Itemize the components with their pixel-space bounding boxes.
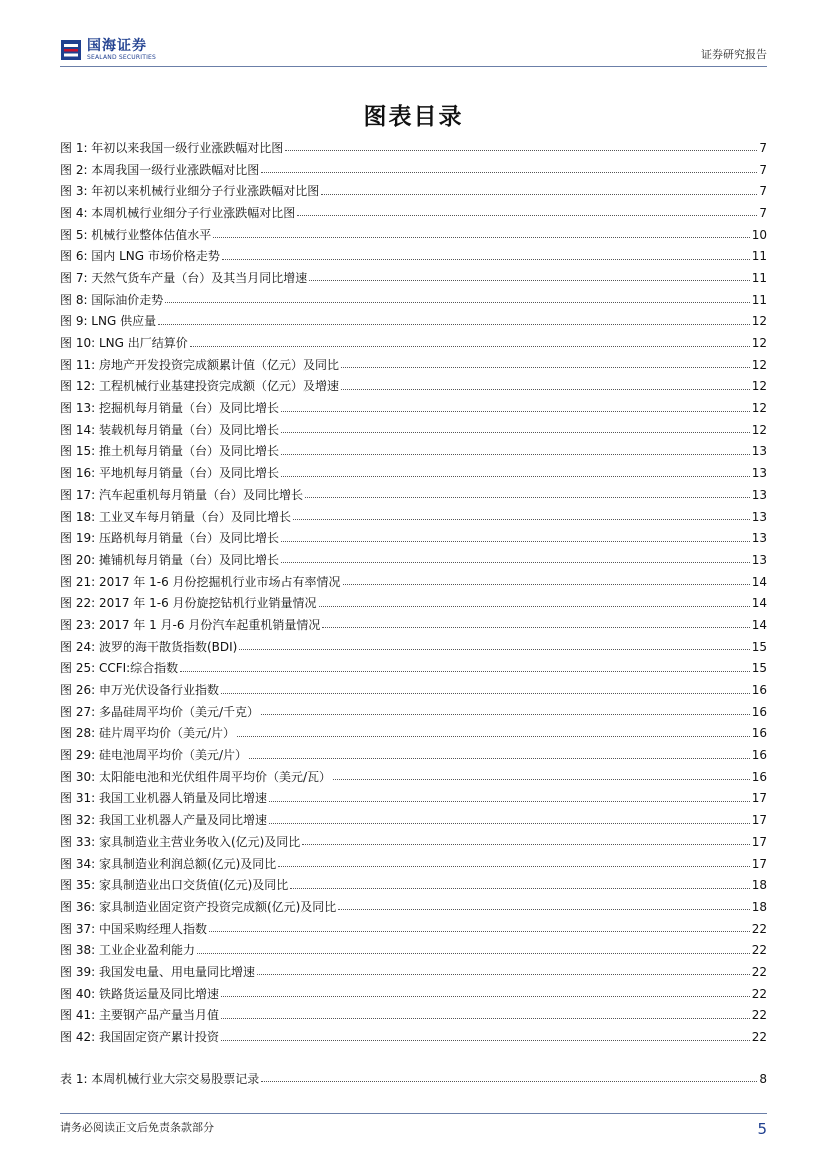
toc-leader-dots <box>261 714 750 715</box>
figure-toc-entry[interactable] <box>60 311 767 333</box>
toc-entry-page: 8 <box>759 1071 767 1086</box>
toc-entry-page: 18 <box>751 899 767 914</box>
toc-entry-page: 13 <box>751 444 767 459</box>
toc-entry-label: 图 6: 国内 LNG 市场价格走势 <box>60 249 220 264</box>
logo-cn-text: 国海证券 <box>87 37 147 54</box>
toc-entry-label: 图 5: 机械行业整体估值水平 <box>60 227 212 242</box>
toc-entry-label: 图 24: 波罗的海干散货指数(BDI) <box>60 639 238 654</box>
toc-leader-dots <box>221 693 750 694</box>
toc-entry-label: 图 29: 硅电池周平均价（美元/片） <box>60 748 247 763</box>
toc-entry-page: 14 <box>751 617 767 632</box>
toc-entry-page: 16 <box>751 726 767 741</box>
toc-entry-page: 11 <box>751 292 767 307</box>
toc-leader-dots <box>281 454 750 455</box>
toc-leader-dots <box>221 1040 750 1041</box>
toc-entry-page: 12 <box>751 401 767 416</box>
toc-leader-dots <box>221 1018 750 1019</box>
footer-disclaimer: 请务必阅读正文后免责条款部分 <box>60 1121 214 1134</box>
figure-toc-entry[interactable] <box>60 224 767 246</box>
figure-toc-entry[interactable] <box>60 571 767 593</box>
toc-leader-dots <box>302 844 749 845</box>
figure-toc-entry[interactable] <box>60 853 767 875</box>
toc-entry-label: 图 38: 工业企业盈利能力 <box>60 943 195 958</box>
toc-entry-page: 22 <box>751 943 767 958</box>
toc-leader-dots <box>213 237 749 238</box>
figure-toc-entry[interactable] <box>60 636 767 658</box>
toc-leader-dots <box>319 606 750 607</box>
figure-toc-entry[interactable] <box>60 376 767 398</box>
toc-entry-label: 图 15: 推土机每月销量（台）及同比增长 <box>60 444 279 459</box>
header-divider <box>60 66 767 67</box>
figure-toc-entry[interactable] <box>60 679 767 701</box>
toc-leader-dots <box>305 497 750 498</box>
toc-entry-label: 图 30: 太阳能电池和光伏组件周平均价（美元/瓦） <box>60 769 331 784</box>
toc-leader-dots <box>309 280 749 281</box>
toc-entry-page: 18 <box>751 878 767 893</box>
toc-entry-page: 10 <box>751 227 767 242</box>
figure-toc-entry[interactable] <box>60 918 767 940</box>
figure-toc-entry[interactable] <box>60 506 767 528</box>
figure-toc-entry[interactable] <box>60 332 767 354</box>
toc-entry-label: 图 28: 硅片周平均价（美元/片） <box>60 726 235 741</box>
toc-entry-page: 17 <box>751 813 767 828</box>
toc-entry-label: 图 18: 工业叉车每月销量（台）及同比增长 <box>60 509 291 524</box>
toc-entry-page: 22 <box>751 1030 767 1045</box>
figure-toc-entry[interactable] <box>60 592 767 614</box>
toc-leader-dots <box>221 996 750 997</box>
toc-entry-page: 17 <box>751 834 767 849</box>
figure-toc-entry[interactable] <box>60 441 767 463</box>
toc-entry-label: 图 37: 中国采购经理人指数 <box>60 921 207 936</box>
toc-entry-label: 图 14: 装载机每月销量（台）及同比增长 <box>60 422 279 437</box>
toc-entry-label: 图 34: 家具制造业利润总额(亿元)及同比 <box>60 856 277 871</box>
toc-leader-dots <box>281 562 750 563</box>
figure-toc-entry[interactable] <box>60 614 767 636</box>
toc-leader-dots <box>261 172 757 173</box>
toc-entry-label: 图 23: 2017 年 1 月-6 月份汽车起重机销量情况 <box>60 617 321 632</box>
toc-entry-page: 14 <box>751 574 767 589</box>
toc-entry-label: 图 20: 摊铺机每月销量（台）及同比增长 <box>60 552 279 567</box>
figure-toc-entry[interactable] <box>60 831 767 853</box>
figure-toc-entry[interactable] <box>60 180 767 202</box>
toc-entry-page: 22 <box>751 964 767 979</box>
toc-entry-page: 7 <box>759 205 767 220</box>
figure-toc-entry[interactable] <box>60 549 767 571</box>
figure-toc-entry[interactable] <box>60 874 767 896</box>
toc-leader-dots <box>285 150 757 151</box>
toc-leader-dots <box>269 823 750 824</box>
toc-entry-label: 表 1: 本周机械行业大宗交易股票记录 <box>60 1071 260 1086</box>
figure-toc-entry[interactable] <box>60 484 767 506</box>
toc-leader-dots <box>269 801 750 802</box>
figure-toc-entry[interactable] <box>60 983 767 1005</box>
figure-toc-entry[interactable] <box>60 658 767 680</box>
toc-leader-dots <box>293 519 750 520</box>
toc-entry-page: 22 <box>751 921 767 936</box>
toc-entry-page: 13 <box>751 487 767 502</box>
figure-toc-entry[interactable] <box>60 527 767 549</box>
figure-toc-entry[interactable] <box>60 766 767 788</box>
figure-toc-entry[interactable] <box>60 939 767 961</box>
figure-toc-entry[interactable] <box>60 744 767 766</box>
toc-entry-page: 13 <box>751 531 767 546</box>
toc-entry-page: 16 <box>751 769 767 784</box>
toc-leader-dots <box>321 194 757 195</box>
toc-entry-label: 图 2: 本周我国一级行业涨跌幅对比图 <box>60 162 260 177</box>
toc-entry-label: 图 25: CCFI:综合指数 <box>60 661 179 676</box>
report-type-label: 证券研究报告 <box>701 48 767 61</box>
toc-leader-dots <box>341 367 750 368</box>
toc-entry-label: 图 31: 我国工业机器人销量及同比增速 <box>60 791 267 806</box>
sealand-logo-icon <box>60 39 82 61</box>
toc-leader-dots <box>297 215 757 216</box>
toc-entry-page: 17 <box>751 791 767 806</box>
figure-toc-entry[interactable] <box>60 788 767 810</box>
figure-toc-entry[interactable] <box>60 809 767 831</box>
figure-toc-entry[interactable] <box>60 961 767 983</box>
toc-entry-page: 16 <box>751 683 767 698</box>
toc-entry-label: 图 1: 年初以来我国一级行业涨跌幅对比图 <box>60 140 284 155</box>
toc-leader-dots <box>278 866 749 867</box>
toc-entry-page: 22 <box>751 1008 767 1023</box>
toc-entry-label: 图 11: 房地产开发投资完成额累计值（亿元）及同比 <box>60 357 339 372</box>
toc-leader-dots <box>281 432 750 433</box>
toc-entry-label: 图 16: 平地机每月销量（台）及同比增长 <box>60 466 279 481</box>
toc-entry-page: 12 <box>751 422 767 437</box>
toc-leader-dots <box>249 758 750 759</box>
toc-entry-label: 图 39: 我国发电量、用电量同比增速 <box>60 964 255 979</box>
table-toc-entry[interactable] <box>60 1068 767 1090</box>
toc-entry-label: 图 22: 2017 年 1-6 月份旋挖钻机行业销量情况 <box>60 596 317 611</box>
toc-entry-page: 15 <box>751 639 767 654</box>
toc-leader-dots <box>290 888 749 889</box>
toc-entry-label: 图 21: 2017 年 1-6 月份挖掘机行业市场占有率情况 <box>60 574 341 589</box>
toc-leader-dots <box>322 627 749 628</box>
toc-leader-dots <box>180 671 750 672</box>
toc-entry-label: 图 7: 天然气货车产量（台）及其当月同比增速 <box>60 270 308 285</box>
figure-toc-entry[interactable] <box>60 159 767 181</box>
figure-toc-entry[interactable] <box>60 701 767 723</box>
toc-entry-page: 13 <box>751 552 767 567</box>
toc-entry-page: 12 <box>751 336 767 351</box>
figure-toc-entry[interactable] <box>60 202 767 224</box>
figure-toc-entry[interactable] <box>60 397 767 419</box>
toc-leader-dots <box>165 302 749 303</box>
table-toc-list <box>60 1068 767 1090</box>
toc-leader-dots <box>237 736 750 737</box>
toc-entry-page: 22 <box>751 986 767 1001</box>
toc-entry-label: 图 10: LNG 出厂结算价 <box>60 336 188 351</box>
figure-toc-entry[interactable] <box>60 419 767 441</box>
toc-entry-label: 图 8: 国际油价走势 <box>60 292 164 307</box>
toc-leader-dots <box>197 953 750 954</box>
figure-toc-entry[interactable] <box>60 723 767 745</box>
toc-entry-page: 11 <box>751 270 767 285</box>
toc-entry-label: 图 42: 我国固定资产累计投资 <box>60 1030 219 1045</box>
toc-leader-dots <box>338 909 749 910</box>
toc-leader-dots <box>281 541 750 542</box>
figure-toc-entry[interactable] <box>60 896 767 918</box>
toc-leader-dots <box>190 346 750 347</box>
toc-entry-page: 17 <box>751 856 767 871</box>
figure-toc-entry[interactable] <box>60 1026 767 1048</box>
toc-entry-label: 图 36: 家具制造业固定资产投资完成额(亿元)及同比 <box>60 899 337 914</box>
toc-entry-label: 图 33: 家具制造业主营业务收入(亿元)及同比 <box>60 834 301 849</box>
toc-entry-page: 7 <box>759 162 767 177</box>
toc-entry-label: 图 27: 多晶硅周平均价（美元/千克） <box>60 704 259 719</box>
figure-toc-entry[interactable] <box>60 245 767 267</box>
toc-leader-dots <box>341 389 750 390</box>
toc-entry-label: 图 13: 挖掘机每月销量（台）及同比增长 <box>60 401 279 416</box>
toc-entry-page: 15 <box>751 661 767 676</box>
toc-entry-page: 12 <box>751 379 767 394</box>
figure-toc-entry[interactable] <box>60 462 767 484</box>
figure-toc-list <box>60 137 767 1048</box>
toc-entry-page: 16 <box>751 704 767 719</box>
toc-leader-dots <box>257 974 750 975</box>
figure-toc-entry[interactable] <box>60 1005 767 1027</box>
logo-en-text: SEALAND SECURITIES <box>87 53 157 61</box>
toc-leader-dots <box>222 259 750 260</box>
toc-entry-label: 图 26: 申万光伏设备行业指数 <box>60 683 219 698</box>
toc-entry-label: 图 12: 工程机械行业基建投资完成额（亿元）及增速 <box>60 379 339 394</box>
page-title: 图表目录 <box>363 104 464 130</box>
page-number: 5 <box>757 1120 767 1138</box>
toc-leader-dots <box>239 649 749 650</box>
toc-entry-label: 图 4: 本周机械行业细分子行业涨跌幅对比图 <box>60 205 296 220</box>
toc-entry-page: 13 <box>751 466 767 481</box>
toc-entry-label: 图 40: 铁路货运量及同比增速 <box>60 986 219 1001</box>
toc-entry-page: 12 <box>751 357 767 372</box>
toc-entry-label: 图 3: 年初以来机械行业细分子行业涨跌幅对比图 <box>60 184 320 199</box>
toc-leader-dots <box>281 411 750 412</box>
toc-entry-label: 图 41: 主要钢产品产量当月值 <box>60 1008 219 1023</box>
toc-entry-page: 13 <box>751 509 767 524</box>
figure-toc-entry[interactable] <box>60 267 767 289</box>
figure-toc-entry[interactable] <box>60 289 767 311</box>
toc-entry-label: 图 9: LNG 供应量 <box>60 314 157 329</box>
toc-leader-dots <box>209 931 750 932</box>
toc-entry-page: 7 <box>759 140 767 155</box>
toc-leader-dots <box>333 779 750 780</box>
figure-toc-entry[interactable] <box>60 354 767 376</box>
footer-divider <box>60 1113 767 1114</box>
toc-leader-dots <box>281 476 750 477</box>
toc-entry-page: 14 <box>751 596 767 611</box>
toc-entry-label: 图 35: 家具制造业出口交货值(亿元)及同比 <box>60 878 289 893</box>
toc-leader-dots <box>343 584 750 585</box>
figure-toc-entry[interactable] <box>60 137 767 159</box>
toc-leader-dots <box>261 1081 757 1082</box>
toc-entry-page: 7 <box>759 184 767 199</box>
toc-entry-page: 16 <box>751 748 767 763</box>
page-header <box>60 36 767 66</box>
toc-entry-label: 图 19: 压路机每月销量（台）及同比增长 <box>60 531 279 546</box>
toc-entry-page: 12 <box>751 314 767 329</box>
toc-entry-page: 11 <box>751 249 767 264</box>
toc-leader-dots <box>158 324 750 325</box>
toc-entry-label: 图 17: 汽车起重机每月销量（台）及同比增长 <box>60 487 303 502</box>
sealand-logo <box>60 36 156 64</box>
toc-entry-label: 图 32: 我国工业机器人产量及同比增速 <box>60 813 267 828</box>
